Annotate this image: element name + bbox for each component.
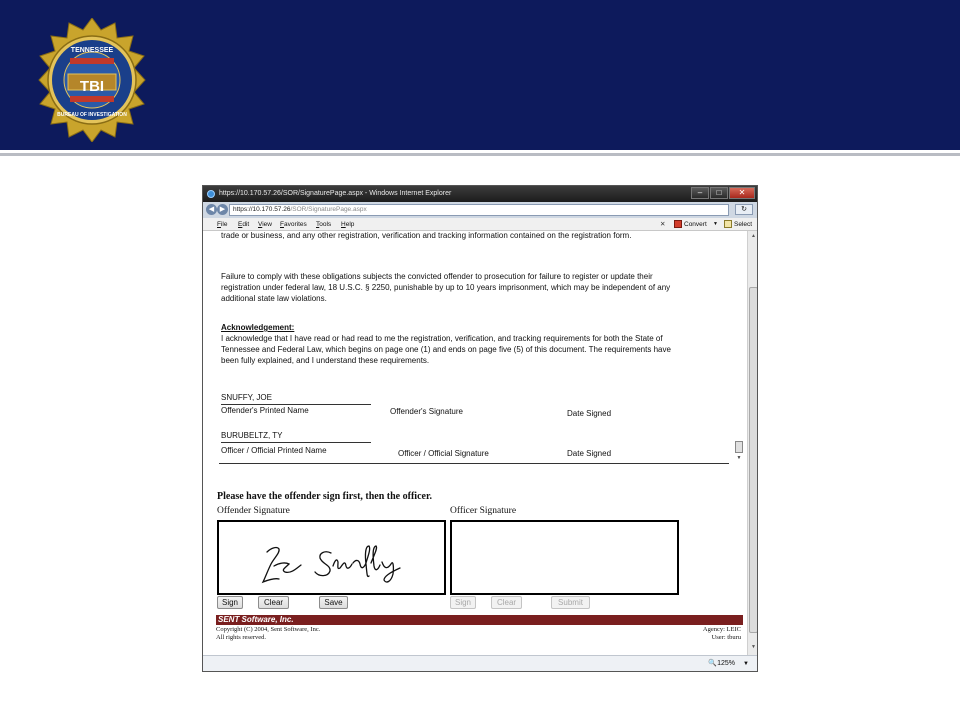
cutoff-text-line: trade or business, and any other registration, verification and tracking information contained on the registration form.: [221, 231, 632, 240]
offender-clear-button[interactable]: Clear: [258, 596, 289, 609]
offender-signature-pad-label: Offender Signature: [217, 506, 290, 516]
page-scrollbar[interactable]: [747, 231, 758, 655]
offender-handwritten-signature: [219, 522, 444, 593]
user-text: User: tburu: [711, 634, 741, 641]
url-path: /SOR/SignaturePage.aspx: [290, 206, 367, 213]
seal-bottom-text: BUREAU OF INVESTIGATION: [57, 112, 127, 118]
internet-explorer-icon: [207, 190, 215, 198]
window-titlebar: [203, 186, 757, 202]
convert-button[interactable]: Convert: [684, 221, 707, 228]
offender-printed-name: SNUFFY, JOE: [221, 393, 272, 402]
menu-view[interactable]: View: [258, 221, 272, 228]
officer-name-line: [221, 442, 371, 443]
vendor-footer-bar: SENT Software, Inc.: [216, 615, 743, 625]
menu-tools[interactable]: Tools: [316, 221, 332, 228]
officer-printed-name: BURUBELTZ, TY: [221, 431, 283, 440]
ack-line-1: I acknowledge that I have read or had read to me the registration, verification, and tracking requirements for both the State of: [221, 334, 663, 343]
officer-sign-button[interactable]: Sign: [450, 596, 476, 609]
close-window-button[interactable]: ✕: [729, 187, 755, 199]
rights-text: All rights reserved.: [216, 634, 267, 641]
offender-name-label: Offender's Printed Name: [221, 406, 309, 415]
menu-bar: [203, 218, 757, 231]
tbi-seal-logo: [26, 18, 158, 142]
failure-line-2: registration under federal law, 18 U.S.C. § 2250, punishable by up to 10 years imprisonment, which may be independent of any: [221, 283, 671, 292]
seal-center-text: TBI: [79, 78, 105, 95]
signing-instruction: Please have the offender sign first, then the officer.: [217, 491, 432, 502]
offender-save-button[interactable]: Save: [319, 596, 348, 609]
offender-name-line: [221, 404, 371, 405]
ack-line-2: Tennessee and Federal Law, which begins on page one (1) and ends on page five (5) of this document. The requirements have: [221, 345, 671, 354]
url-input[interactable]: [229, 204, 729, 216]
menu-edit[interactable]: Edit: [238, 221, 250, 228]
offender-date-signed-label: Date Signed: [567, 409, 612, 418]
seal-top-text: TENNESSEE: [70, 47, 114, 54]
officer-date-signed-label: Date Signed: [567, 449, 612, 458]
failure-line-1: Failure to comply with these obligations subjects the convicted offender to prosecution for failure to register or update their: [221, 272, 653, 281]
document-scroll-down-icon[interactable]: ▼: [736, 455, 742, 461]
maximize-button[interactable]: □: [710, 187, 728, 199]
window-controls: [691, 187, 755, 200]
agency-text: Agency: LEIC: [702, 626, 741, 633]
toolbar-close-icon[interactable]: ✕: [660, 221, 666, 228]
ack-line-3: been fully explained, and I understand these requirements.: [221, 356, 430, 365]
officer-name-label: Officer / Official Printed Name: [221, 446, 327, 455]
offender-signature-pad[interactable]: [217, 520, 446, 595]
officer-submit-button[interactable]: Submit: [551, 596, 590, 609]
zoom-level[interactable]: [708, 656, 735, 672]
page-scroll-thumb[interactable]: [749, 287, 758, 633]
select-button[interactable]: Select: [734, 221, 753, 228]
officer-signature-pad-label: Officer Signature: [450, 506, 517, 516]
officer-clear-button[interactable]: Clear: [491, 596, 522, 609]
select-icon: [724, 220, 732, 228]
document-pane: [203, 231, 747, 469]
acknowledgement-heading: Acknowledgement:: [221, 323, 295, 332]
zoom-value: 125%: [717, 660, 735, 667]
scroll-up-icon[interactable]: ▲: [751, 233, 756, 239]
offender-signature-label: Offender's Signature: [390, 407, 463, 416]
failure-line-3: additional state law violations.: [221, 294, 327, 303]
menu-file[interactable]: File: [217, 221, 228, 228]
copyright-text: Copyright (C) 2004, Sent Software, Inc.: [216, 626, 321, 633]
document-scroll-thumb[interactable]: [735, 441, 743, 453]
url-host: https://10.170.57.26: [233, 206, 291, 213]
signature-capture-section: [203, 486, 747, 656]
menu-help[interactable]: Help: [341, 221, 355, 228]
offender-sign-button[interactable]: Sign: [217, 596, 243, 609]
refresh-icon[interactable]: ↻: [735, 204, 753, 215]
officer-signature-pad[interactable]: [450, 520, 679, 595]
zoom-dropdown-icon[interactable]: ▼: [743, 661, 749, 667]
minimize-button[interactable]: –: [691, 187, 709, 199]
menu-favorites[interactable]: Favorites: [280, 221, 307, 228]
window-title: https://10.170.57.26/SOR/SignaturePage.aspx - Windows Internet Explorer: [219, 190, 452, 197]
back-arrow-icon[interactable]: ◀: [206, 204, 217, 215]
address-bar: [203, 202, 757, 218]
banner-divider: [0, 153, 960, 156]
convert-pdf-icon: [674, 220, 682, 228]
convert-dropdown-icon[interactable]: ▼: [713, 221, 718, 227]
browser-window: [202, 185, 758, 672]
scroll-down-icon[interactable]: ▼: [751, 644, 756, 650]
status-bar: [203, 655, 757, 672]
zoom-icon: 🔍: [708, 660, 718, 667]
forward-arrow-icon[interactable]: ▶: [217, 204, 228, 215]
officer-signature-label: Officer / Official Signature: [398, 449, 489, 458]
document-bottom-rule: [219, 463, 729, 464]
